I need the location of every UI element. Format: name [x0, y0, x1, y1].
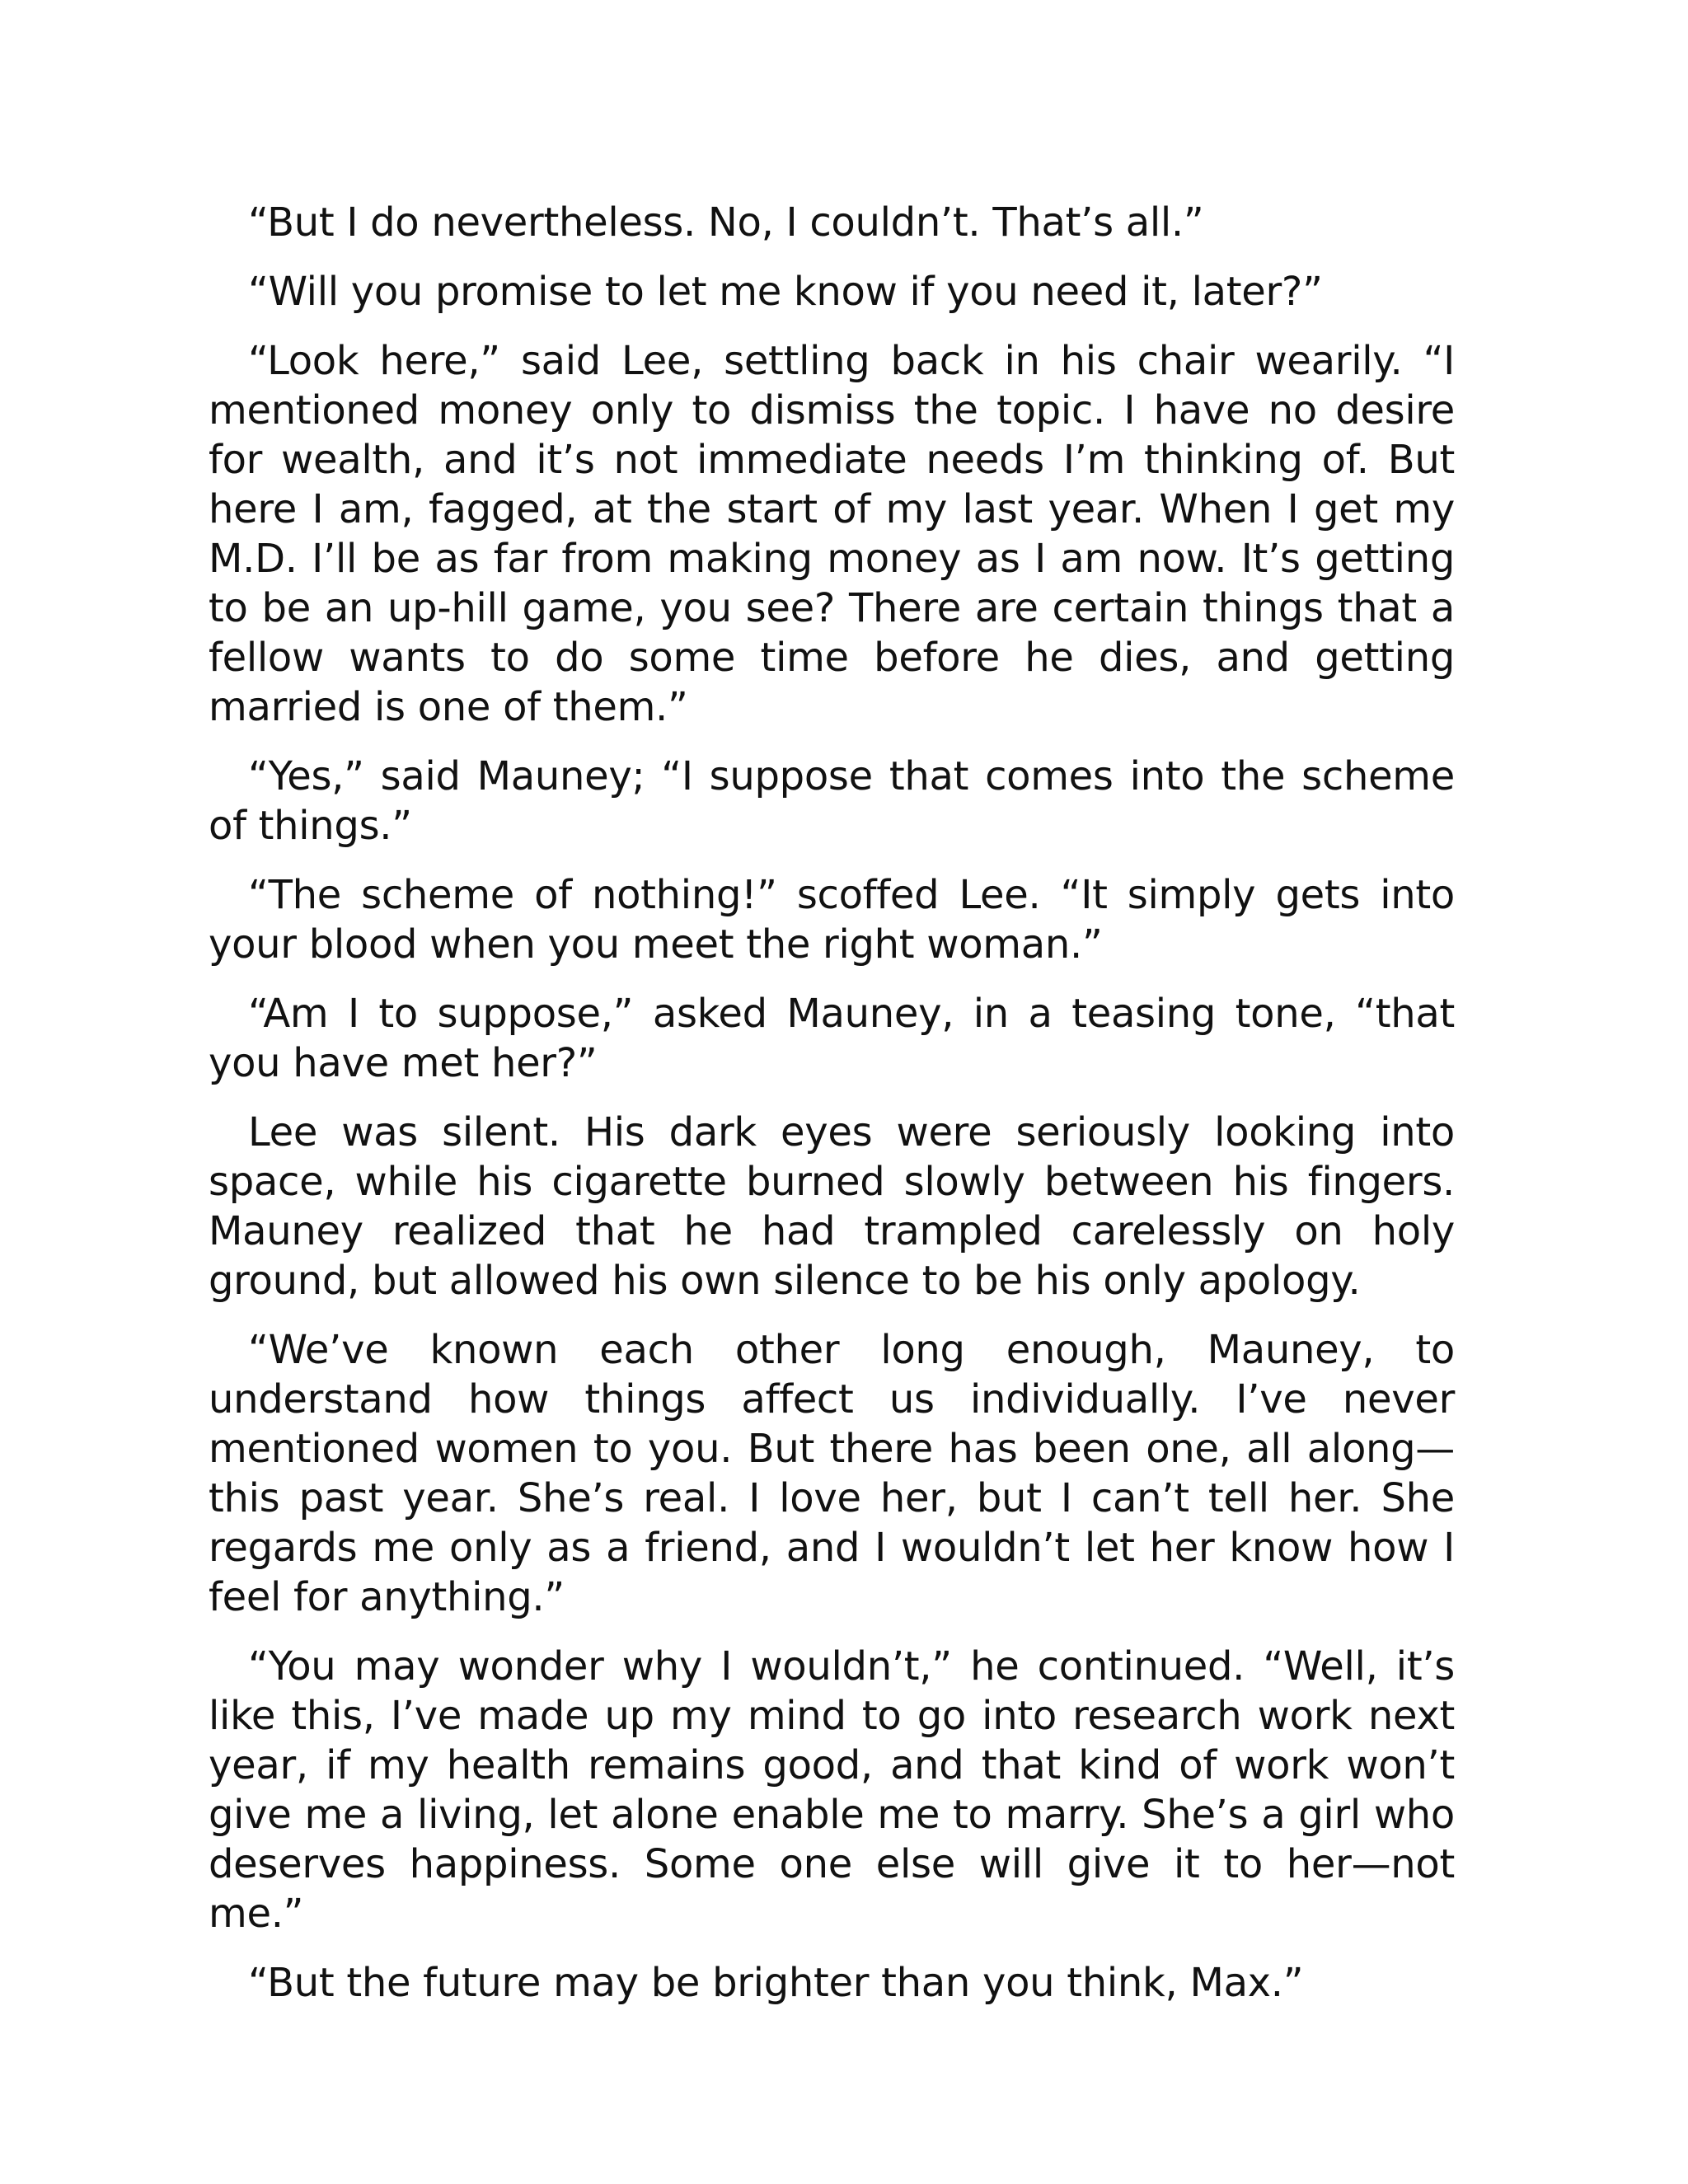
document-page	[209, 198, 1455, 2027]
paragraph: “Look here,” said Lee, settling back in his chair wearily. “I mentioned money only to dismiss the topic. I have no desire for wealth, and it’s not immediate needs I’m thinking of. But here I am, fagged, at the start of my last year. When I get my M.D. I’ll be as far from making money as I am now. It’s getting to be an up-hill game, you see? There are certain things that a fellow wants to do some time before he dies, and getting married is one of them.”	[209, 338, 1455, 730]
paragraph: “You may wonder why I wouldn’t,” he continued. “Well, it’s like this, I’ve made up my mind to go into research work next year, if my health remains good, and that kind of work won’t give me a living, let alone enable me to marry. She’s a girl who deserves happiness. Some one else will give it to her—not me.”	[209, 1643, 1455, 1937]
paragraph: “We’ve known each other long enough, Mauney, to understand how things affect us individually. I’ve never mentioned women to you. But there has been one, all along—this past year. She’s real. I love her, but I can’t tell her. She regards me only as a friend, and I wouldn’t let her know how I feel for anything.”	[209, 1327, 1455, 1620]
paragraph: “Yes,” said Mauney; “I suppose that comes into the scheme of things.”	[209, 753, 1455, 849]
paragraph: Lee was silent. His dark eyes were seriously looking into space, while his cigarette burned slowly between his fingers. Mauney realized that he had trampled carelessly on holy ground, but allowed his own silence to be his only apology.	[209, 1109, 1455, 1304]
paragraph: “Will you promise to let me know if you need it, later?”	[248, 269, 1323, 315]
paragraph: “But the future may be brighter than you think, Max.”	[248, 1960, 1304, 2006]
paragraph: “But I do nevertheless. No, I couldn’t. That’s all.”	[248, 199, 1204, 246]
paragraph: “The scheme of nothing!” scoffed Lee. “It simply gets into your blood when you meet the right woman.”	[209, 872, 1455, 968]
paragraph: “Am I to suppose,” asked Mauney, in a teasing tone, “that you have met her?”	[209, 991, 1455, 1086]
